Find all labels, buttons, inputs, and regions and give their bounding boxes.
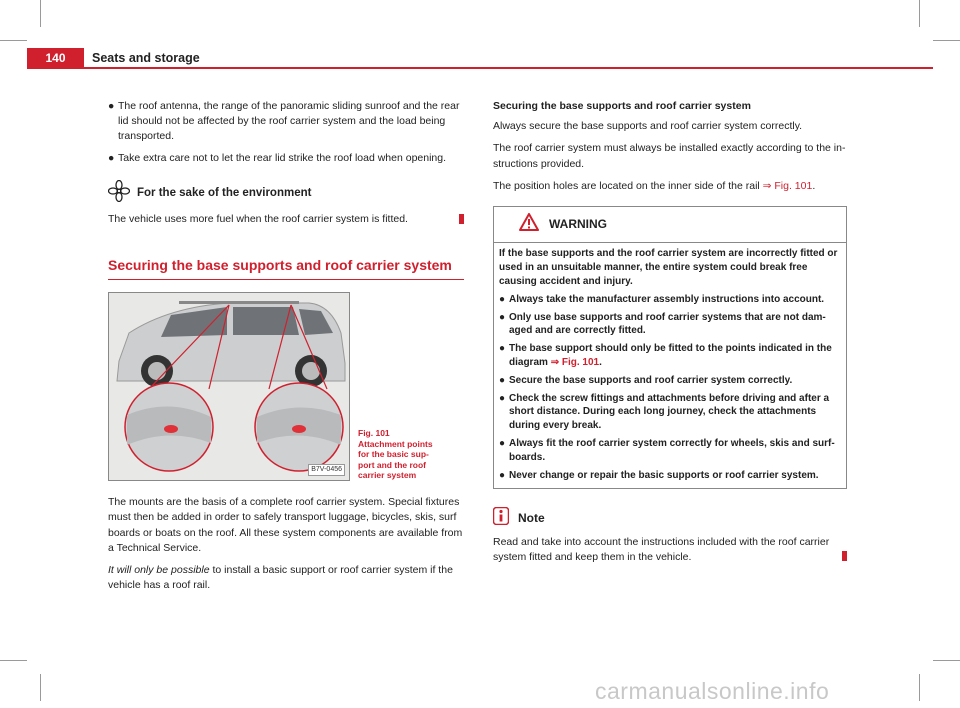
- note-title: Note: [518, 511, 545, 526]
- bullet-item: [108, 151, 464, 166]
- bullet-dot: ●: [499, 374, 506, 386]
- page-number: 140: [27, 48, 84, 68]
- warning-item: [499, 392, 840, 433]
- bullet-dot: ●: [499, 469, 506, 481]
- bullet-dot: ●: [499, 293, 506, 305]
- warning-icon: [519, 213, 539, 236]
- right-heading: Securing the base supports and roof carrier system: [493, 100, 751, 112]
- figure-link[interactable]: ⇒ Fig. 101: [762, 179, 813, 192]
- warning-item: [499, 437, 840, 465]
- section-title: Securing the base supports and roof carrier system: [108, 255, 464, 280]
- crop-mark: [919, 0, 920, 27]
- paragraph: Always secure the base supports and roof carrier system correctly.: [493, 120, 803, 133]
- bullet-dot: ●: [499, 392, 506, 404]
- warning-item-text: The base support should only be fitted to the points indicated in the diagram: [509, 343, 832, 369]
- bullet-dot: ●: [499, 311, 506, 323]
- paragraph: [108, 563, 464, 593]
- paragraph-text: to install a basic support or roof carrier system if the vehicle has a roof rail.: [108, 563, 453, 592]
- bullet-dot: ●: [499, 343, 506, 355]
- warning-item-text: Always take the manufacturer assembly instructions into account.: [509, 293, 825, 305]
- warning-header: [494, 207, 846, 243]
- warning-item-text: Secure the base supports and roof carrier system correctly.: [509, 374, 793, 386]
- header-rule: [27, 67, 933, 69]
- paragraph: The roof carrier system must always be installed exactly according to the in-structions provided.: [493, 142, 846, 170]
- bullet-text: The roof antenna, the range of the panoramic sliding sunroof and the rear lid should not be affected by the roof carrier system and the load being transported.: [118, 100, 460, 143]
- bullet-dot: ●: [108, 151, 115, 164]
- warning-item: [499, 311, 840, 339]
- bullet-item: [108, 99, 464, 145]
- warning-item-end: .: [599, 357, 602, 369]
- warning-intro: If the base supports and the roof carrier system are incorrectly fitted or used in an unsuitable manner, the entire system could break free causing accident and injury.: [499, 248, 838, 288]
- warning-item: [499, 469, 840, 483]
- flower-icon: [108, 180, 130, 208]
- crop-mark: [40, 674, 41, 701]
- environment-title: For the sake of the environment: [137, 187, 312, 200]
- italic-text: It will only be possible: [108, 563, 210, 576]
- warning-item: [499, 342, 840, 370]
- environment-text: [108, 212, 464, 227]
- bullet-text: Take extra care not to let the rear lid strike the roof load when opening.: [118, 151, 447, 164]
- crop-mark: [0, 40, 27, 41]
- environment-heading: [108, 180, 464, 208]
- crop-mark: [0, 660, 27, 661]
- paragraph-text: The position holes are located on the inner side of the rail: [493, 179, 763, 192]
- warning-item: [499, 293, 840, 307]
- warning-body: [494, 243, 846, 488]
- warning-item-text: Never change or repair the basic supports or roof carrier system.: [509, 469, 819, 481]
- crop-mark: [40, 0, 41, 27]
- paragraph: [493, 179, 847, 194]
- figure-code: B7V-0456: [308, 464, 345, 476]
- end-mark: [459, 214, 464, 224]
- warning-item-text: Only use base supports and roof carrier systems that are not dam-aged and are correctly fitted.: [509, 311, 826, 337]
- left-column: [108, 99, 464, 600]
- right-column: [493, 99, 847, 572]
- figure-row: [108, 292, 464, 481]
- paragraph: The mounts are the basis of a complete roof carrier system. Special fixtures must then be added in order to safely transport luggage, bicycles, skis, surf boards or boats on the roof. All these system components are available from a Technical Service.: [108, 496, 463, 554]
- warning-item: [499, 374, 840, 388]
- environment-text-body: The vehicle uses more fuel when the roof carrier system is fitted.: [108, 212, 408, 225]
- crop-mark: [933, 660, 960, 661]
- page-header-title: Seats and storage: [92, 51, 200, 65]
- paragraph-end: .: [812, 179, 816, 192]
- bullet-dot: ●: [108, 100, 115, 112]
- car-illustration: [109, 293, 349, 480]
- warning-title: WARNING: [549, 217, 607, 232]
- watermark: carmanualsonline.info: [595, 678, 830, 704]
- end-mark: [842, 551, 847, 561]
- crop-mark: [919, 674, 920, 701]
- note-text-body: Read and take into account the instructions included with the roof carrier system fitted and keep them in the vehicle.: [493, 535, 830, 564]
- note-heading: [493, 507, 847, 530]
- figure-101: [108, 292, 350, 481]
- figure-link[interactable]: ⇒ Fig. 101: [550, 357, 600, 369]
- crop-mark: [933, 40, 960, 41]
- info-icon: [493, 507, 509, 530]
- figure-caption: Fig. 101 Attachment points for the basic sup-port and the roof carrier system: [358, 427, 433, 481]
- warning-item-text: Always fit the roof carrier system correctly for wheels, skis and surf-boards.: [509, 438, 835, 463]
- warning-box: [493, 206, 847, 489]
- note-text: [493, 535, 847, 565]
- warning-item-text: Check the screw fittings and attachments before driving and after a short distance. During each long journey, check the attachments during every break.: [509, 392, 830, 432]
- bullet-dot: ●: [499, 438, 506, 450]
